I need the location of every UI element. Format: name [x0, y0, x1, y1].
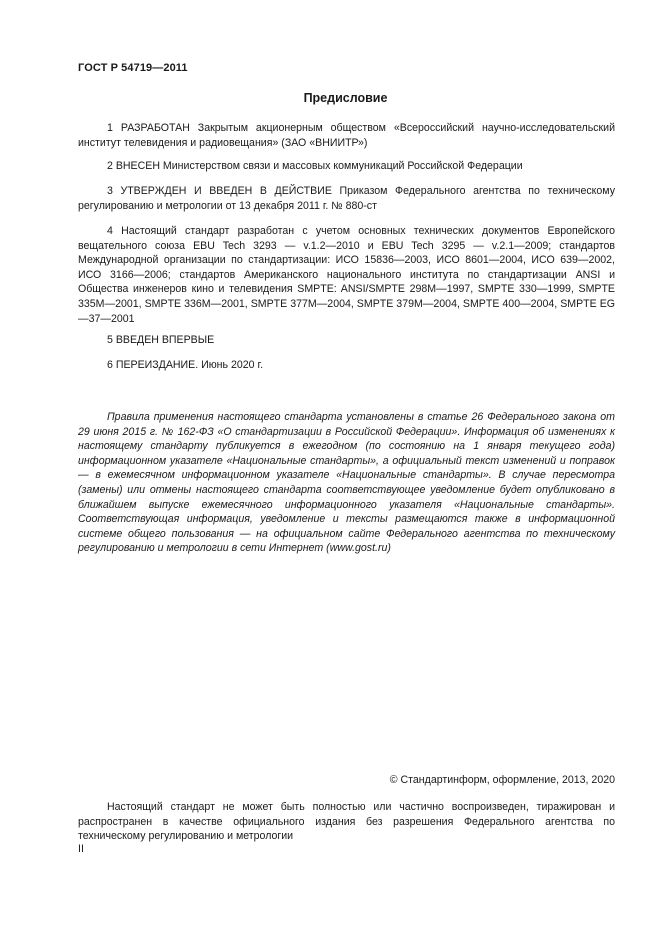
reproduction-text: Настоящий стандарт не может быть полностью или частично воспроизведен, тиражирован и распространен в качестве официального издания без разрешения Федерального агентства по техническому регулированию и метрологии: [78, 801, 615, 843]
preface-item-text: 1 РАЗРАБОТАН Закрытым акционерным обществом «Всероссийский научно-исследовательский институт телевидения и радиовещания» (ЗАО «ВНИИТР»): [78, 122, 615, 149]
notice-text: Правила применения настоящего стандарта установлены в статье 26 Федерального закона от 29 июня 2015 г. № 162-ФЗ «О стандартизации в Российской Федерации». Информация об изменениях к настоящему стандарту публикуется в ежегодном (по состоянию на 1 января текущего года) информационном указателе «Национальные стандарты», а официальный текст изменений и поправок — в ежемесячном информационном указателе «Национальные стандарты». В случае пересмотра (замены) или отмены настоящего стандарта соответствующее уведомление будет опубликовано в ближайшем выпуске ежемесячного информационного указателя «Национальные стандарты». Соответствующая информация, уведомление и тексты размещаются также в информационной системе общего пользования — на официальном сайте Федерального агентства по техническому регулированию и метрологии в сети Интернет (www.gost.ru): [78, 411, 615, 555]
standard-application-notice: [78, 410, 615, 556]
preface-item-3: [78, 184, 615, 213]
preface-item-6: [78, 358, 615, 373]
preface-item-text: 4 Настоящий стандарт разработан с учетом основных технических документов Европейского вещательного союза EBU Tech 3293 — v.1.2—2010 и EBU Tech 3295 — v.2.1—2009; стандартов Международной организации по стандартизации: ИСО 15836—2003, ИСО 8601—2004, ИСО 639—2002, ИСО 3166—2006; стандартов Американского национального института по стандартизации ANSI и Общества инженеров кино и телевидения SMPTE: ANSI/SMPTE 298M—1997, SMPTE 330—1999, SMPTE 335M—2001, SMPTE 336M—2001, SMPTE 377M—2004, SMPTE 379M—2004, SMPTE 400—2004, SMPTE EG—37—2001: [78, 225, 615, 325]
preface-item-4: [78, 224, 615, 326]
preface-item-text: 3 УТВЕРЖДЕН И ВВЕДЕН В ДЕЙСТВИЕ Приказом Федерального агентства по техническому регулированию и метрологии от 13 декабря 2011 г. № 880-ст: [78, 185, 615, 212]
preface-item-2: [78, 159, 615, 174]
copyright: © Стандартинформ, оформление, 2013, 2020: [389, 774, 615, 786]
preface-item-5: [78, 333, 615, 348]
preface-item-text: 2 ВНЕСЕН Министерством связи и массовых коммуникаций Российской Федерации: [107, 160, 523, 172]
page-number: II: [78, 843, 84, 855]
document-header: ГОСТ Р 54719—2011: [78, 62, 188, 74]
page-title: Предисловие: [303, 91, 388, 105]
reproduction-notice: [78, 800, 615, 844]
preface-item-text: 5 ВВЕДЕН ВПЕРВЫЕ: [107, 334, 215, 346]
preface-item-1: [78, 121, 615, 150]
preface-item-text: 6 ПЕРЕИЗДАНИЕ. Июнь 2020 г.: [107, 359, 264, 371]
